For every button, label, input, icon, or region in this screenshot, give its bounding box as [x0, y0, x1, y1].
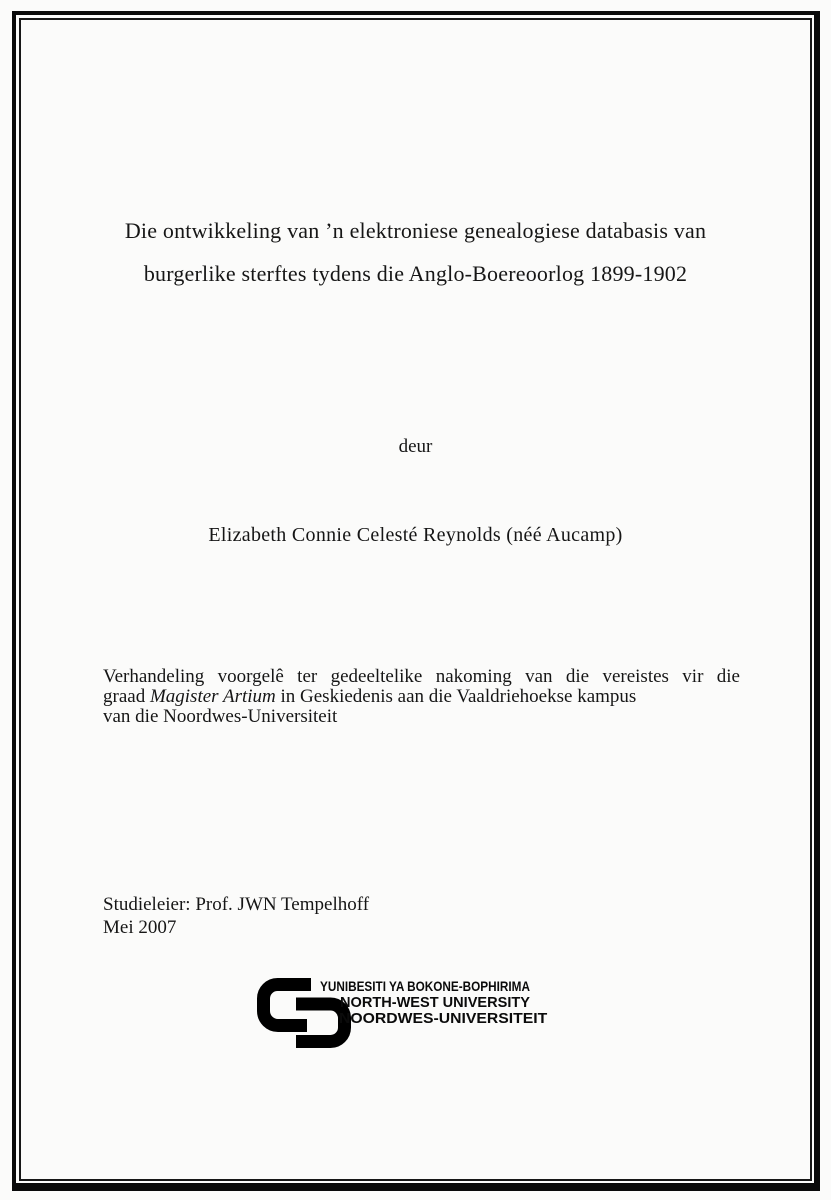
university-name-setswana: YUNIBESITI YA BOKONE-BOPHIRIMA	[320, 978, 530, 994]
supervisor-line: Studieleier: Prof. JWN Tempelhoff	[103, 894, 370, 915]
degree-statement-line-2	[103, 687, 740, 707]
thesis-title	[60, 209, 771, 295]
university-name-afrikaans: NOORDWES-UNIVERSITEIT	[339, 1010, 548, 1027]
degree-statement-line-1: Verhandeling voorgelê ter gedeeltelike nakoming van die vereistes vir die	[103, 666, 740, 687]
degree-statement-line-2-post: in Geskiedenis aan die Vaaldriehoekse kampus	[275, 686, 637, 707]
degree-statement-line-2-pre: graad	[103, 686, 150, 707]
date-line: Mei 2007	[103, 917, 177, 938]
degree-statement-line-3: van die Noordwes-Universiteit	[103, 706, 338, 727]
degree-statement	[103, 667, 740, 727]
author-name: Elizabeth Connie Celesté Reynolds (néé Aucamp)	[208, 524, 623, 546]
supervisor-and-date	[103, 893, 369, 939]
university-logo-text	[320, 978, 570, 1028]
byline-preposition: deur	[398, 436, 433, 457]
degree-name-italic: Magister Artium	[149, 686, 276, 707]
university-name-english: NORTH-WEST UNIVERSITY	[340, 993, 530, 1011]
thesis-title-line-1: Die ontwikkeling van ’n elektroniese genealogiese databasis van	[124, 218, 707, 243]
university-logo	[256, 977, 586, 1052]
thesis-title-line-2: burgerlike sterftes tydens die Anglo-Boereoorlog 1899-1902	[143, 261, 688, 286]
